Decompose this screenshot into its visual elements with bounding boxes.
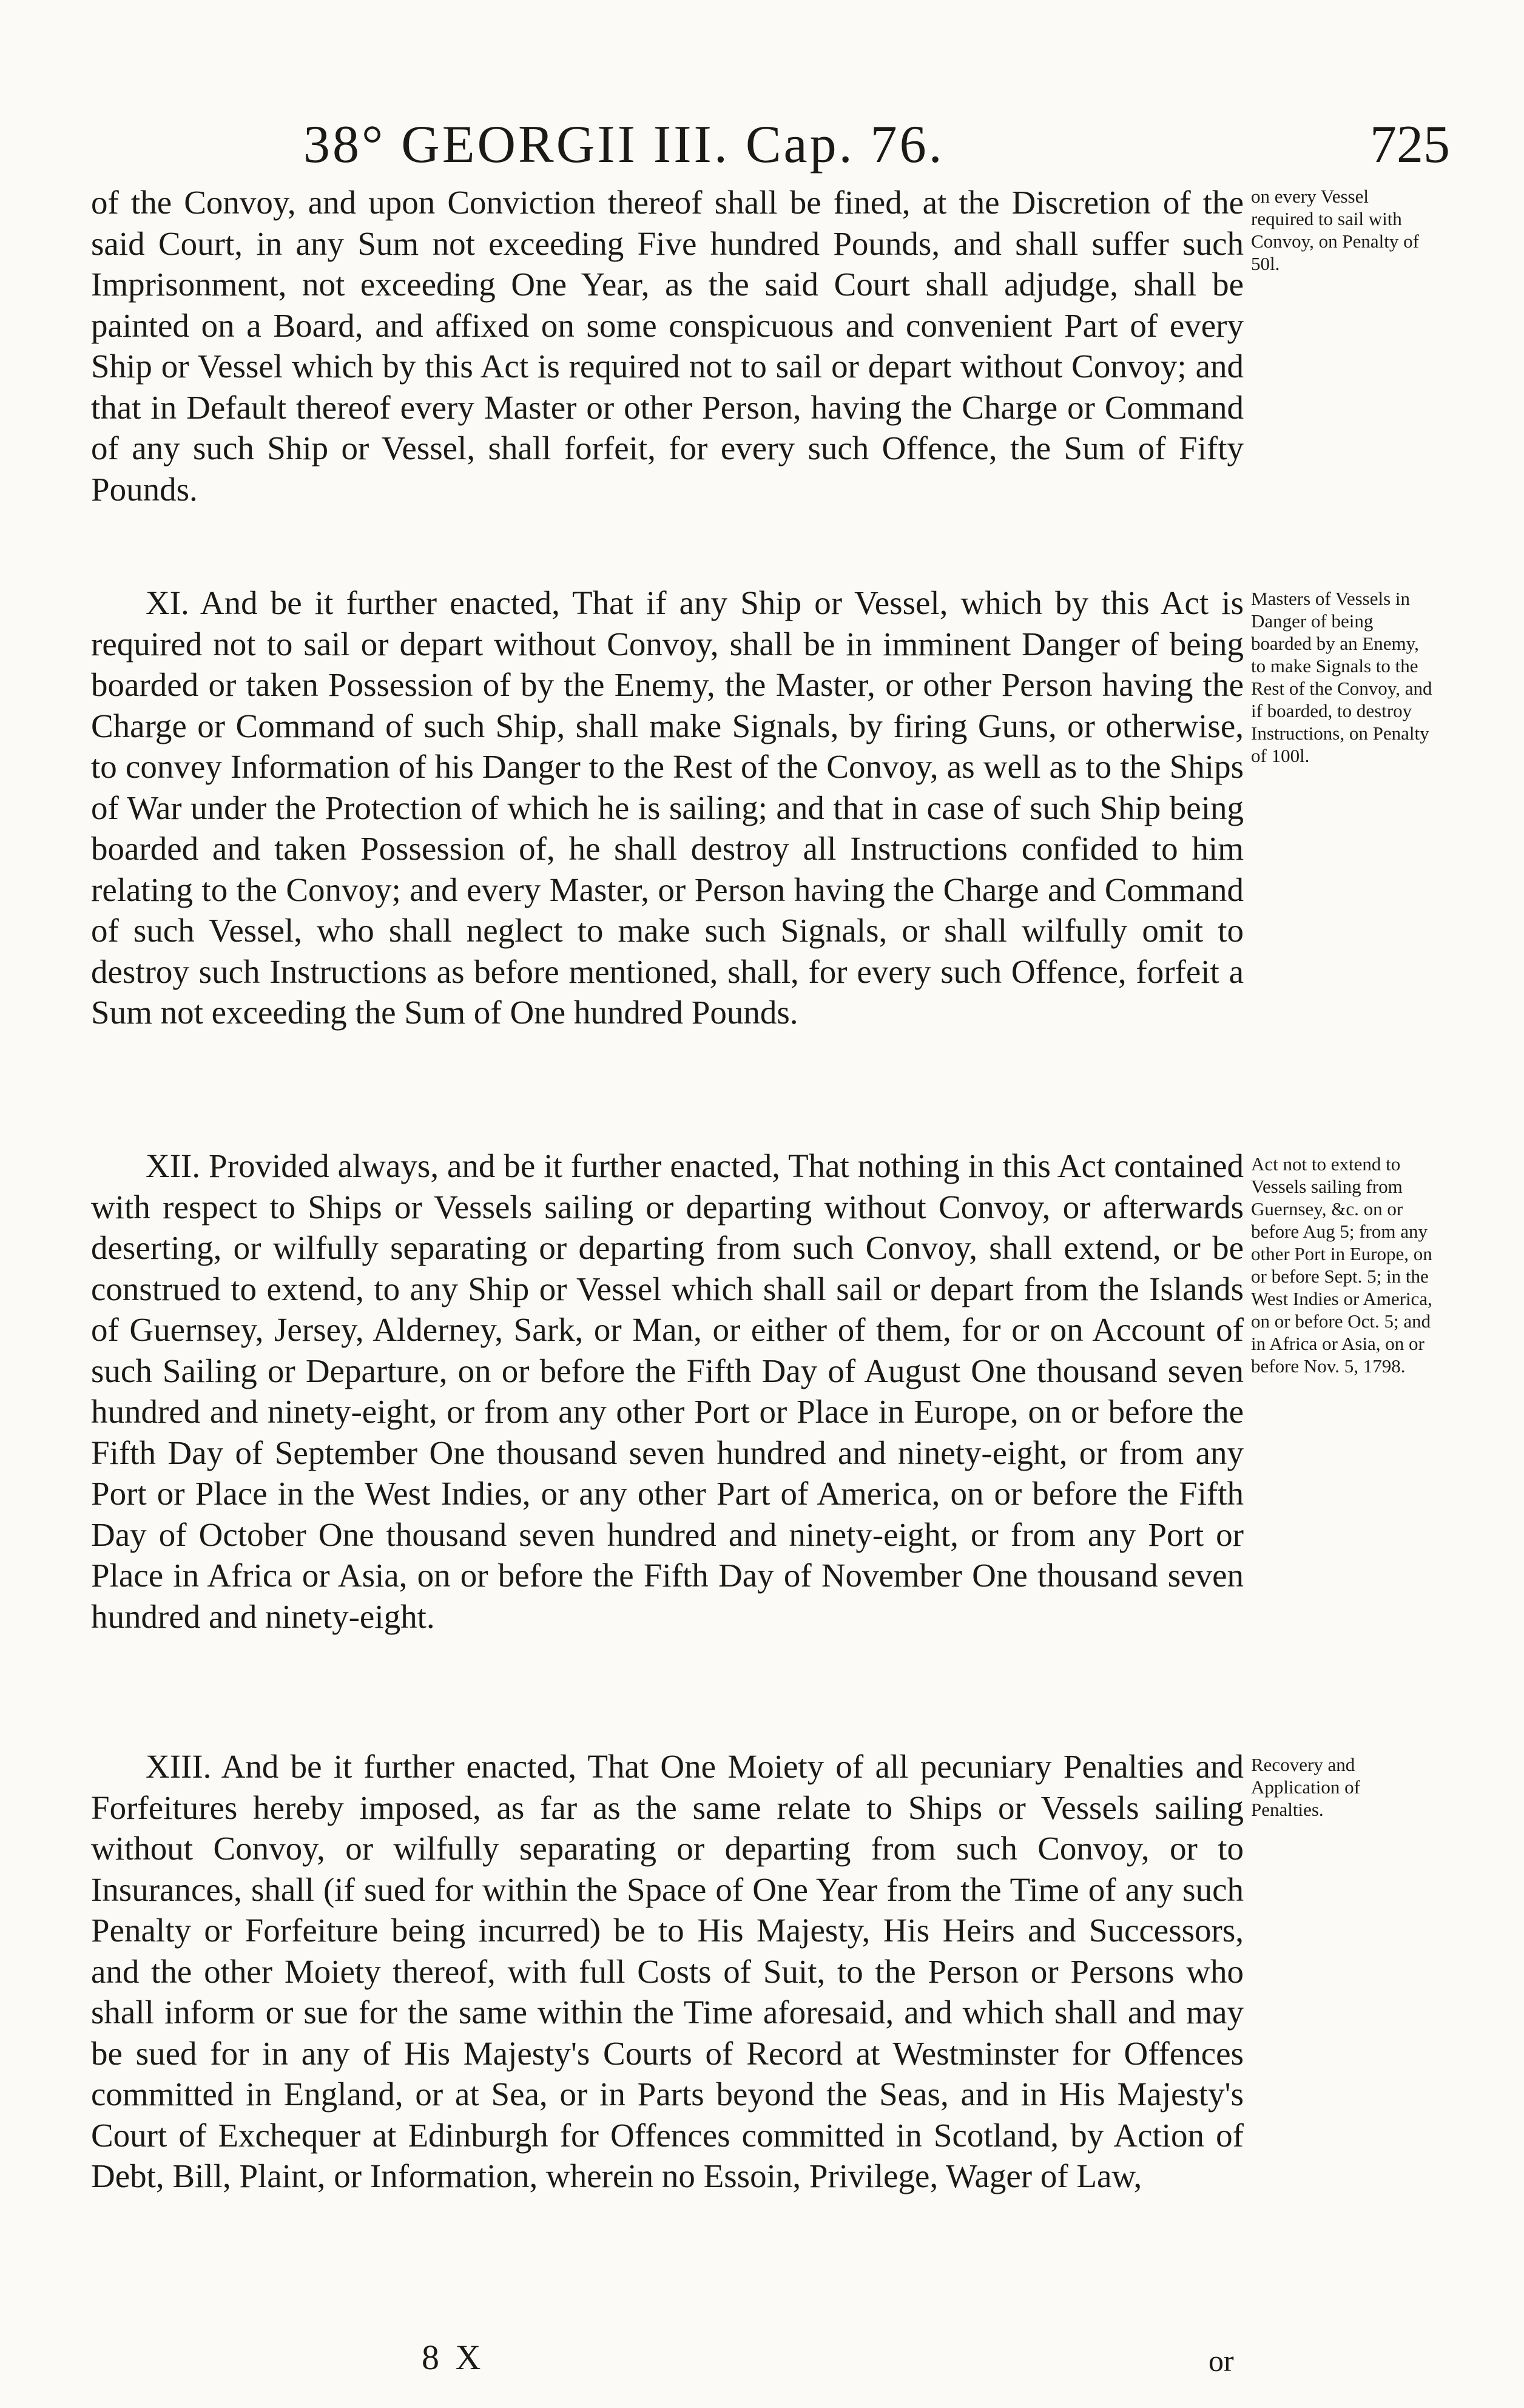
margin-note-text: Masters of Vessels in Danger of being boarded by an Enemy, to make Signals to the Rest of the Convoy, and if boarded, to destroy Instructions, on Penalty of 100l. [1251,588,1432,766]
section-xi-text: XI. And be it further enacted, That if any Ship or Vessel, which by this Act is required not to sail or depart without Convoy, shall be in imminent Danger of being boarded or taken Possession of by the Enemy, the Master, or other Person having the Charge or Command of such Ship, shall make Signals, by firing Guns, or otherwise, to convey Information of his Danger to the Rest of the Convoy, as well as to the Ships of War under the Protection of which he is sailing; and that in case of such Ship being boarded and taken Possession of, he shall destroy all Instructions confided to him relating to the Convoy; and every Master, or Person having the Charge and Command of such Vessel, who shall neglect to make such Signals, or shall wilfully omit to destroy such Instructions as before mentioned, shall, for every such Offence, forfeit a Sum not exceeding the Sum of One hundred Pounds. [91,584,1244,1031]
page-header [91,114,1450,187]
signature-mark: 8 X [422,2338,485,2377]
margin-note-text: on every Vessel required to sail with Convoy, on Penalty of 50l. [1251,186,1419,274]
margin-note-text: Act not to extend to Vessels sailing from Guernsey, &c. on or before Aug 5; from any other Port in Europe, on or before Sept. 5; in the West Indies or America, on or before Oct. 5; and in Africa or Asia, on or before Nov. 5, 1798. [1251,1153,1432,1377]
paragraph-text: of the Convoy, and upon Conviction thereof shall be fined, at the Discretion of the said Court, in any Sum not exceeding Five hundred Pounds, and shall suffer such Imprisonment, not exceeding One Year, as the said Court shall adjudge, shall be painted on a Board, and affixed on some conspicuous and convenient Part of every Ship or Vessel which by this Act is required not to sail or depart without Convoy; and that in Default thereof every Master or other Person, having the Charge or Command of any such Ship or Vessel, shall forfeit, for every such Offence, the Sum of Fifty Pounds. [91,184,1244,508]
catchword: or [1209,2344,1234,2378]
margin-note [1251,185,1433,275]
section-xi [91,582,1244,1033]
margin-note-text: Recovery and Application of Penalties. [1251,1754,1360,1820]
running-title: 38° GEORGII III. Cap. 76. [303,115,945,174]
paragraph-continued [91,182,1244,510]
section-xiii [91,1746,1244,2197]
margin-note [1251,1753,1433,1821]
page-number: 725 [1370,115,1450,174]
section-xiii-text: XIII. And be it further enacted, That One Moiety of all pecuniary Penalties and Forfeitures hereby imposed, as far as the same relate to Ships or Vessels sailing without Convoy, or wilfully separating or departing from such Convoy, or to Insurances, shall (if sued for within the Space of One Year from the Time of any such Penalty or Forfeiture being incurred) be to His Majesty, His Heirs and Successors, and the other Moiety thereof, with full Costs of Suit, to the Person or Persons who shall inform or sue for the same within the Time aforesaid, and which shall and may be sued for in any of His Majesty's Courts of Record at Westminster for Offences committed in England, or at Sea, or in Parts beyond the Seas, and in His Majesty's Court of Exchequer at Edinburgh for Offences committed in Scotland, by Action of Debt, Bill, Plaint, or Information, wherein no Essoin, Privilege, Wager of Law, [91,1748,1244,2194]
margin-note [1251,587,1433,767]
margin-note [1251,1153,1433,1377]
section-xii-text: XII. Provided always, and be it further enacted, That nothing in this Act contained with respect to Ships or Vessels sailing or departing without Convoy, or afterwards deserting, or wilfully separating or departing from such Convoy, shall extend, or be construed to extend, to any Ship or Vessel which shall sail or depart from the Islands of Guernsey, Jersey, Alderney, Sark, or Man, or either of them, for or on Account of such Sailing or Departure, on or before the Fifth Day of August One thousand seven hundred and ninety-eight, or from any other Port or Place in Europe, on or before the Fifth Day of September One thousand seven hundred and ninety-eight, or from any Port or Place in the West Indies, or any other Part of America, on or before the Fifth Day of October One thousand seven hundred and ninety-eight, or from any Port or Place in Africa or Asia, on or before the Fifth Day of November One thousand seven hundred and ninety-eight. [91,1147,1244,1635]
section-xii [91,1145,1244,1637]
